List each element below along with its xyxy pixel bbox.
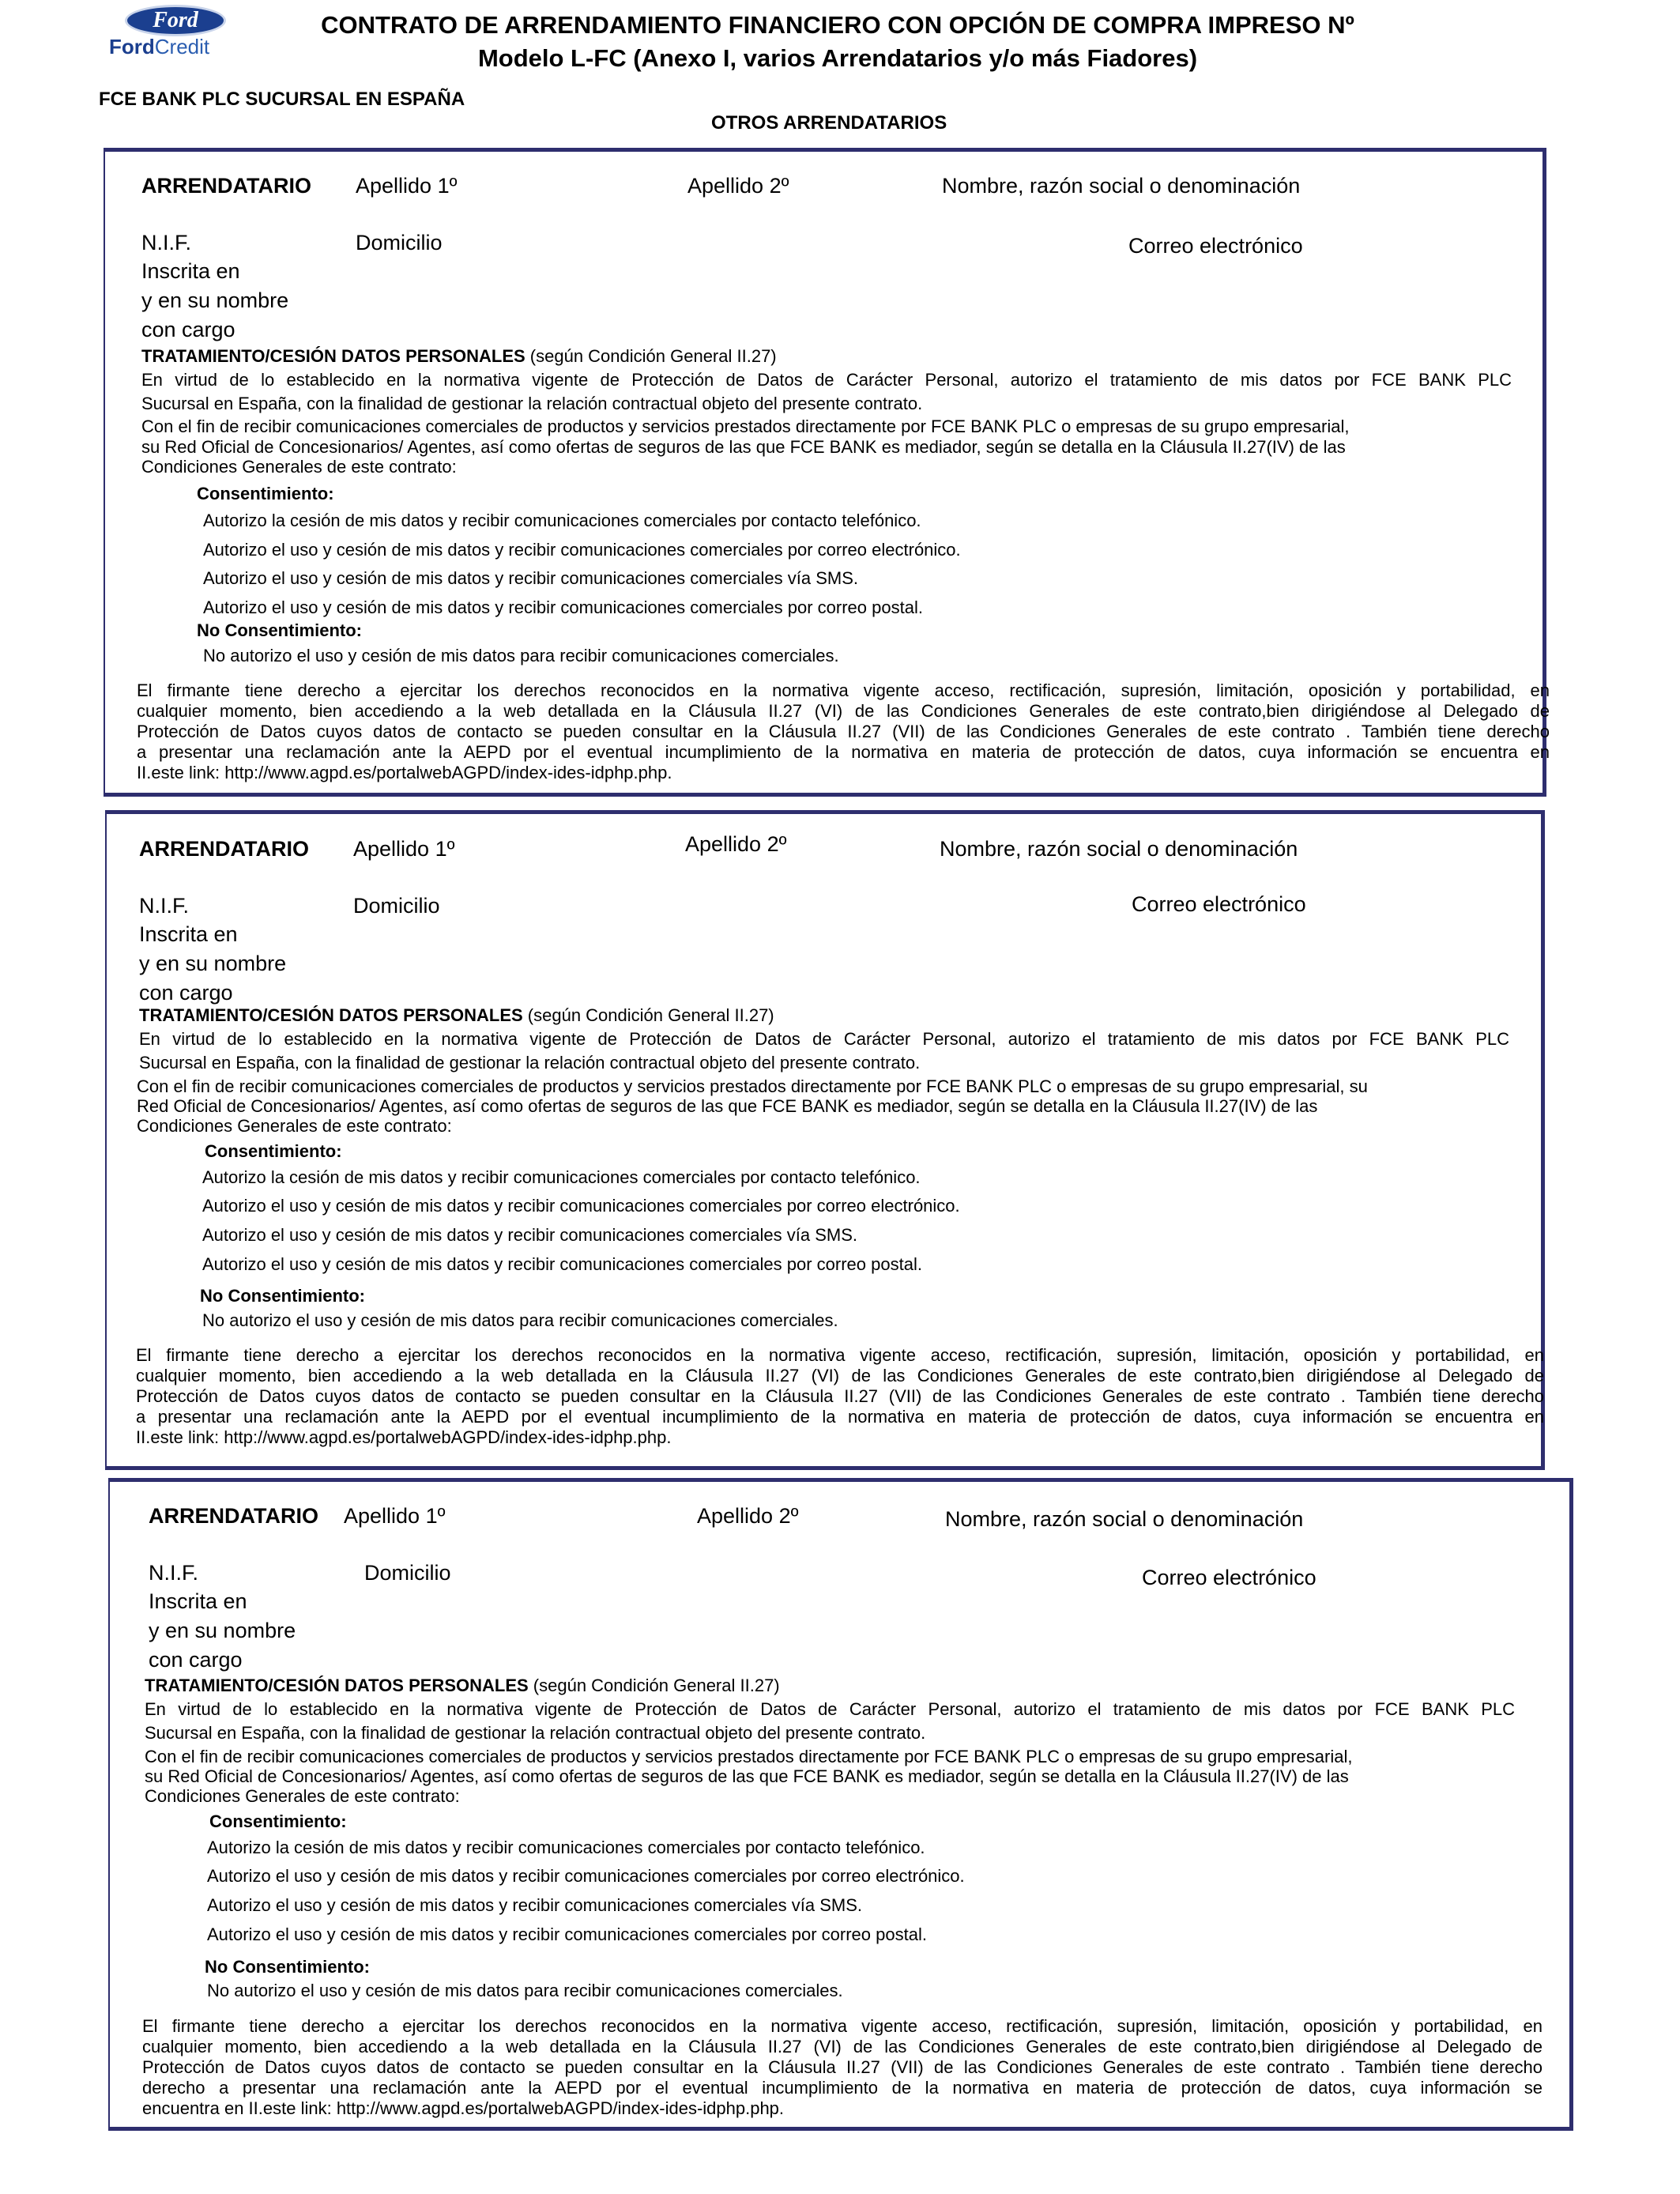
apellido2-field[interactable]: Apellido 2º (687, 174, 789, 198)
en-su-nombre-field[interactable]: y en su nombre (149, 1619, 296, 1642)
document-subtitle: Modelo L-FC (Anexo I, varios Arrendatarios y/o más Fiadores) (477, 44, 1198, 72)
inscrita-field[interactable]: Inscrita en (149, 1589, 247, 1613)
virtud-line-2: Sucursal en España, con la finalidad de gestionar la relación contractual objeto del presente contrato. (145, 1723, 926, 1743)
firmante-line-2: cualquier momento, bien accediendo a la web detallada en la Cláusula II.27 (VI) de las Condiciones Generales de este contrato,bien dirigiéndose al Delegado de (142, 2037, 1543, 2056)
fin-line-3: Condiciones Generales de este contrato: (137, 1116, 452, 1136)
arrendatario-label: ARRENDATARIO (149, 1504, 318, 1528)
company-name: FCE BANK PLC SUCURSAL EN ESPAÑA (99, 89, 465, 110)
firmante-line-2: cualquier momento, bien accediendo a la web detallada en la Cláusula II.27 (VI) de las Condiciones Generales de este contrato,bien dirigiéndose al Delegado de (137, 701, 1550, 721)
no-consent-option[interactable]: No autorizo el uso y cesión de mis datos para recibir comunicaciones comerciales. (203, 646, 839, 665)
con-cargo-field[interactable]: con cargo (141, 318, 235, 341)
consent-option-postal[interactable]: Autorizo el uso y cesión de mis datos y recibir comunicaciones comerciales por correo postal. (202, 1254, 922, 1274)
firmante-line-5: encuentra en II.este link: http://www.agpd.es/portalwebAGPD/index-ides-idphp.php. (142, 2098, 785, 2118)
inscrita-field[interactable]: Inscrita en (139, 922, 238, 946)
nombre-field[interactable]: Nombre, razón social o denominación (945, 1507, 1304, 1531)
nombre-field[interactable]: Nombre, razón social o denominación (942, 174, 1301, 198)
consent-option-email[interactable]: Autorizo el uso y cesión de mis datos y recibir comunicaciones comerciales por correo electrónico. (202, 1196, 960, 1216)
firmante-line-1: El firmante tiene derecho a ejercitar los derechos reconocidos en la normativa vigente acceso, rectificación, supresión, limitación, oposición y portabilidad, en (136, 1345, 1544, 1365)
fin-line-1: Con el fin de recibir comunicaciones comerciales de productos y servicios prestados directamente por FCE BANK PLC o empresas de su grupo empresarial, (145, 1747, 1353, 1766)
tratamiento-heading: TRATAMIENTO/CESIÓN DATOS PERSONALES (según Condición General II.27) (141, 346, 777, 366)
firmante-line-1: El firmante tiene derecho a ejercitar los derechos reconocidos en la normativa vigente acceso, rectificación, supresión, limitación, oposición y portabilidad, en (137, 680, 1550, 700)
consent-option-sms[interactable]: Autorizo el uso y cesión de mis datos y recibir comunicaciones comerciales vía SMS. (202, 1225, 858, 1245)
firmante-line-5: II.este link: http://www.agpd.es/portalwebAGPD/index-ides-idphp.php. (136, 1427, 672, 1447)
fin-line-1: Con el fin de recibir comunicaciones comerciales de productos y servicios prestados directamente por FCE BANK PLC o empresas de su grupo empresarial, (141, 417, 1350, 436)
no-consent-option[interactable]: No autorizo el uso y cesión de mis datos para recibir comunicaciones comerciales. (207, 1981, 843, 2000)
consent-option-postal[interactable]: Autorizo el uso y cesión de mis datos y recibir comunicaciones comerciales por correo postal. (207, 1924, 927, 1944)
firmante-line-3: Protección de Datos cuyos datos de contacto se pueden consultar en la Cláusula II.27 (VII) de las Condiciones Generales de este contrato . También tiene derecho (136, 1386, 1544, 1406)
no-consentimiento-heading: No Consentimiento: (205, 1957, 370, 1977)
ford-logo: Ford (125, 5, 226, 36)
tratamiento-heading: TRATAMIENTO/CESIÓN DATOS PERSONALES (según Condición General II.27) (139, 1005, 774, 1025)
apellido1-field[interactable]: Apellido 1º (353, 837, 455, 861)
con-cargo-field[interactable]: con cargo (139, 981, 233, 1005)
con-cargo-field[interactable]: con cargo (149, 1648, 243, 1672)
nif-field[interactable]: N.I.F. (149, 1561, 199, 1585)
firmante-line-3: Protección de Datos cuyos datos de contacto se pueden consultar en la Cláusula II.27 (VII) de las Condiciones Generales de este contrato . También tiene derecho (142, 2057, 1543, 2077)
apellido1-field[interactable]: Apellido 1º (356, 174, 458, 198)
consent-option-telefono[interactable]: Autorizo la cesión de mis datos y recibir comunicaciones comerciales por contacto telefónico. (203, 511, 921, 530)
apellido2-field[interactable]: Apellido 2º (697, 1504, 799, 1528)
virtud-line-2: Sucursal en España, con la finalidad de gestionar la relación contractual objeto del presente contrato. (139, 1053, 921, 1072)
consent-option-email[interactable]: Autorizo el uso y cesión de mis datos y recibir comunicaciones comerciales por correo electrónico. (207, 1866, 965, 1886)
fin-line-1: Con el fin de recibir comunicaciones comerciales de productos y servicios prestados directamente por FCE BANK PLC o empresas de su grupo empresarial, su (137, 1076, 1368, 1096)
firmante-line-1: El firmante tiene derecho a ejercitar los derechos reconocidos en la normativa vigente acceso, rectificación, supresión, limitación, oposición y portabilidad, en (142, 2016, 1543, 2036)
firmante-line-4: a presentar una reclamación ante la AEPD por el eventual incumplimiento de la normativa en materia de protección de datos, cuya información se encuentra en (136, 1407, 1544, 1427)
nif-field[interactable]: N.I.F. (141, 231, 192, 254)
fin-line-3: Condiciones Generales de este contrato: (141, 457, 457, 477)
inscrita-field[interactable]: Inscrita en (141, 259, 240, 283)
consent-option-telefono[interactable]: Autorizo la cesión de mis datos y recibir comunicaciones comerciales por contacto telefónico. (202, 1167, 921, 1187)
consentimiento-heading: Consentimiento: (209, 1811, 347, 1831)
no-consentimiento-heading: No Consentimiento: (200, 1286, 365, 1306)
correo-field[interactable]: Correo electrónico (1132, 892, 1306, 916)
firmante-line-5: II.este link: http://www.agpd.es/portalwebAGPD/index-ides-idphp.php. (137, 763, 672, 782)
consentimiento-heading: Consentimiento: (197, 484, 334, 503)
arrendatario-label: ARRENDATARIO (139, 837, 309, 861)
en-su-nombre-field[interactable]: y en su nombre (139, 952, 287, 975)
fin-line-2: Red Oficial de Concesionarios/ Agentes, así como ofertas de seguros de las que FCE BANK es mediador, según se detalla en la Cláusula II.27(IV) de las (137, 1096, 1318, 1116)
virtud-line-1: En virtud de lo establecido en la normativa vigente de Protección de Datos de Carácter Personal, autorizo el tratamiento de mis datos por FCE BANK PLC (145, 1699, 1515, 1719)
tratamiento-heading: TRATAMIENTO/CESIÓN DATOS PERSONALES (según Condición General II.27) (145, 1676, 780, 1695)
nif-field[interactable]: N.I.F. (139, 894, 190, 918)
domicilio-field[interactable]: Domicilio (356, 231, 443, 254)
domicilio-field[interactable]: Domicilio (353, 894, 440, 918)
consentimiento-heading: Consentimiento: (205, 1141, 342, 1161)
virtud-line-1: En virtud de lo establecido en la normativa vigente de Protección de Datos de Carácter Personal, autorizo el tratamiento de mis datos por FCE BANK PLC (139, 1029, 1509, 1049)
fin-line-2: su Red Oficial de Concesionarios/ Agentes, así como ofertas de seguros de las que FCE BANK es mediador, según se detalla en la Cláusula II.27(IV) de las (141, 437, 1346, 457)
apellido2-field[interactable]: Apellido 2º (685, 832, 787, 856)
firmante-line-3: Protección de Datos cuyos datos de contacto se pueden consultar en la Cláusula II.27 (VII) de las Condiciones Generales de este contrato . También tiene derecho (137, 722, 1550, 741)
section-title: OTROS ARRENDATARIOS (711, 112, 947, 134)
arrendatario-label: ARRENDATARIO (141, 174, 311, 198)
ford-credit-logo-text: FordCredit (109, 35, 210, 58)
firmante-line-4: a presentar una reclamación ante la AEPD por el eventual incumplimiento de la normativa en materia de protección de datos, cuya información se encuentra en (137, 742, 1550, 762)
consent-option-email[interactable]: Autorizo el uso y cesión de mis datos y recibir comunicaciones comerciales por correo electrónico. (203, 540, 961, 560)
nombre-field[interactable]: Nombre, razón social o denominación (940, 837, 1298, 861)
consent-option-sms[interactable]: Autorizo el uso y cesión de mis datos y recibir comunicaciones comerciales vía SMS. (207, 1895, 863, 1915)
consent-option-postal[interactable]: Autorizo el uso y cesión de mis datos y recibir comunicaciones comerciales por correo postal. (203, 598, 923, 617)
consent-option-sms[interactable]: Autorizo el uso y cesión de mis datos y recibir comunicaciones comerciales vía SMS. (203, 568, 859, 588)
virtud-line-1: En virtud de lo establecido en la normativa vigente de Protección de Datos de Carácter Personal, autorizo el tratamiento de mis datos por FCE BANK PLC (141, 370, 1512, 390)
consent-option-telefono[interactable]: Autorizo la cesión de mis datos y recibir comunicaciones comerciales por contacto telefónico. (207, 1838, 925, 1857)
firmante-line-2: cualquier momento, bien accediendo a la web detallada en la Cláusula II.27 (VI) de las Condiciones Generales de este contrato,bien dirigiéndose al Delegado de (136, 1366, 1544, 1385)
apellido1-field[interactable]: Apellido 1º (344, 1504, 446, 1528)
virtud-line-2: Sucursal en España, con la finalidad de gestionar la relación contractual objeto del presente contrato. (141, 394, 923, 413)
fin-line-3: Condiciones Generales de este contrato: (145, 1786, 460, 1806)
no-consentimiento-heading: No Consentimiento: (197, 620, 362, 640)
document-title: CONTRATO DE ARRENDAMIENTO FINANCIERO CON OPCIÓN DE COMPRA IMPRESO Nº (321, 11, 1354, 39)
firmante-line-4: derecho a presentar una reclamación ante la AEPD por el eventual incumplimiento de la normativa en materia de protección de datos, cuya información se (142, 2078, 1543, 2098)
domicilio-field[interactable]: Domicilio (364, 1561, 451, 1585)
correo-field[interactable]: Correo electrónico (1128, 234, 1303, 258)
fin-line-2: su Red Oficial de Concesionarios/ Agentes, así como ofertas de seguros de las que FCE BANK es mediador, según se detalla en la Cláusula II.27(IV) de las (145, 1766, 1349, 1786)
en-su-nombre-field[interactable]: y en su nombre (141, 288, 289, 312)
correo-field[interactable]: Correo electrónico (1142, 1566, 1317, 1589)
no-consent-option[interactable]: No autorizo el uso y cesión de mis datos para recibir comunicaciones comerciales. (202, 1310, 838, 1330)
